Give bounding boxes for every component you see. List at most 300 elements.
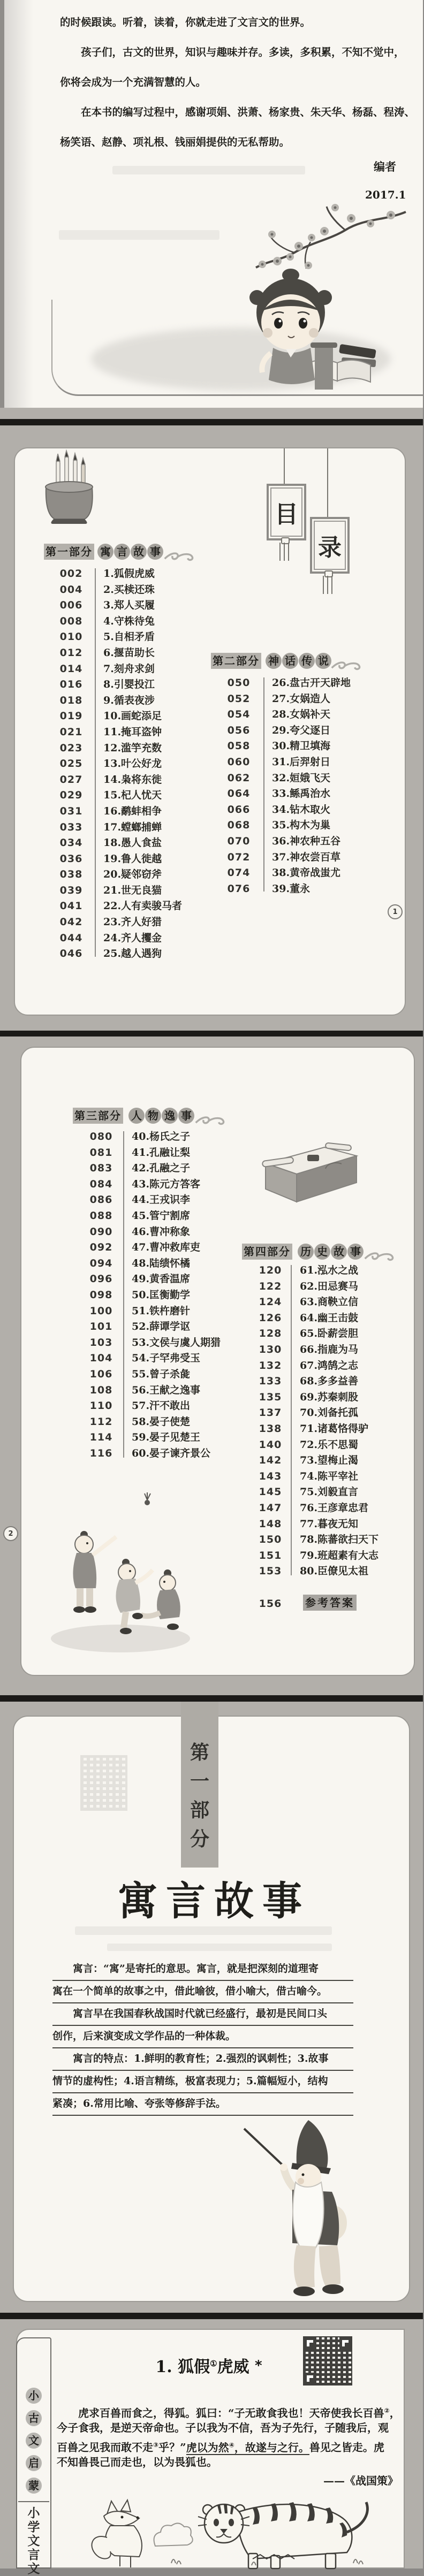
toc-entry-page: 008 bbox=[59, 615, 83, 627]
toc-entry-title: 16.鹬蚌相争 bbox=[103, 805, 162, 817]
toc-entry-page: 081 bbox=[89, 1146, 113, 1159]
toc-entry-row bbox=[74, 1367, 221, 1383]
toc-entry-title: 12.滥竽充数 bbox=[103, 742, 162, 754]
toc-entry-title: 49.黄香温席 bbox=[132, 1273, 191, 1285]
toc-entry-title: 63.商鞅立信 bbox=[300, 1296, 359, 1308]
toc-entry-page: 080 bbox=[89, 1131, 113, 1142]
toc-entry-page: 038 bbox=[59, 868, 83, 881]
toc-entry-page: 114 bbox=[89, 1431, 113, 1444]
toc-entry-row bbox=[44, 741, 182, 757]
toc-entry-row bbox=[212, 771, 351, 787]
part-intro-line: 情节的虚构性；4.语言精练，极富表现力；5.篇幅短小，结构 bbox=[52, 2071, 353, 2093]
toc-entry-row bbox=[74, 1414, 221, 1430]
toc-entry-row bbox=[44, 661, 182, 677]
toc-entry-page: 116 bbox=[89, 1447, 113, 1459]
toc-entry-row bbox=[44, 614, 182, 630]
section-name-char: 故 bbox=[131, 544, 147, 560]
toc-entry-row bbox=[244, 1326, 378, 1342]
toc-entry-title: 31.后羿射日 bbox=[272, 756, 331, 768]
bleedthrough-smudge bbox=[107, 1944, 332, 1951]
toc-entry-title: 60.晏子谏齐景公 bbox=[132, 1447, 211, 1459]
desk-illustration bbox=[261, 1143, 360, 1207]
toc-entry-title: 37.神农尝百草 bbox=[272, 851, 341, 863]
toc-entry-title: 41.孔融让梨 bbox=[132, 1146, 191, 1159]
toc-entry-row bbox=[74, 1208, 221, 1224]
footnote-marker-3: ③ bbox=[153, 2441, 159, 2449]
toc-entry-page: 153 bbox=[259, 1565, 282, 1577]
toc-entry-row bbox=[44, 582, 182, 598]
toc-entry-row bbox=[212, 723, 351, 739]
toc-entry-title: 21.世无良猫 bbox=[103, 884, 162, 896]
toc-entry-title: 25.越人遇狗 bbox=[103, 948, 162, 960]
toc-entry-title: 80.臣僚见太祖 bbox=[300, 1565, 369, 1577]
lesson-title bbox=[123, 2353, 294, 2377]
toc-entry-row bbox=[74, 1287, 221, 1304]
toc-entry-title: 30.精卫填海 bbox=[272, 740, 331, 752]
section-name-char: 物 bbox=[145, 1108, 161, 1124]
old-scholar-illustration bbox=[234, 2117, 363, 2299]
source-citation: ——《战国策》 bbox=[323, 2474, 398, 2487]
qr-code bbox=[303, 2336, 352, 2386]
tassel bbox=[284, 543, 285, 561]
children-playing-illustration bbox=[46, 1492, 190, 1655]
toc-entry-row bbox=[244, 1263, 378, 1279]
toc-entry-row bbox=[44, 693, 182, 709]
toc-entry-page: 084 bbox=[89, 1178, 113, 1190]
toc-entry-row bbox=[244, 1294, 378, 1310]
toc-entry-page: 124 bbox=[259, 1296, 282, 1308]
toc-entry-title: 75.刘毅直言 bbox=[300, 1486, 359, 1498]
footnote-marker-2: ② bbox=[384, 2407, 390, 2414]
toc-entry-title: 28.女娲补天 bbox=[272, 708, 331, 721]
toc-entry-row bbox=[74, 1335, 221, 1351]
toc-entry-title: 54.子罕弗受玉 bbox=[132, 1352, 201, 1365]
toc-entry-page: 130 bbox=[259, 1343, 282, 1355]
section-3-name bbox=[128, 1108, 194, 1124]
toc-entry-page: 128 bbox=[259, 1328, 282, 1340]
section-2-name bbox=[266, 653, 331, 669]
footnote-marker-4: ④ bbox=[229, 2441, 234, 2449]
tassel bbox=[279, 543, 281, 561]
sidebar-char-circle: 蒙 bbox=[26, 2478, 42, 2494]
section-4-name bbox=[298, 1244, 364, 1260]
toc-entry-row bbox=[244, 1279, 378, 1295]
toc-entry-title: 59.晏子见楚王 bbox=[132, 1431, 201, 1444]
toc-entry-title: 66.指鹿为马 bbox=[300, 1343, 359, 1355]
hanging-sign-string bbox=[327, 448, 328, 518]
toc-entry-row bbox=[44, 708, 182, 725]
page-separator bbox=[0, 2313, 423, 2319]
toc-entry-title: 48.陆绩怀橘 bbox=[132, 1257, 191, 1269]
toc-entry-row bbox=[212, 707, 351, 723]
section-name-char: 逸 bbox=[162, 1108, 178, 1124]
toc-entry-row bbox=[244, 1516, 378, 1533]
toc-entry-row bbox=[244, 1342, 378, 1358]
toc-entry-row bbox=[244, 1437, 378, 1453]
toc-entry-row bbox=[44, 898, 182, 914]
toc-entry-page: 060 bbox=[227, 756, 251, 768]
toc-entry-page: 100 bbox=[89, 1305, 113, 1317]
toc-entry-row bbox=[74, 1304, 221, 1320]
toc-entry-row bbox=[44, 804, 182, 820]
text-segment: 百兽之见我而敢不走 bbox=[57, 2441, 153, 2454]
section-name-char: 事 bbox=[347, 1244, 364, 1260]
toc-entry-page: 021 bbox=[59, 726, 83, 738]
toc-entry-title: 69.苏秦刺股 bbox=[300, 1391, 359, 1403]
lesson-title-part2: 虎威 bbox=[217, 2358, 249, 2376]
toc-entry-title: 6.揠苗助长 bbox=[103, 646, 155, 659]
toc-entry-page: 044 bbox=[59, 932, 83, 944]
imprint-char: 学 bbox=[27, 2520, 40, 2534]
toc-entry-row bbox=[244, 1469, 378, 1485]
toc-entry-page: 066 bbox=[227, 803, 251, 816]
toc-entry-title: 24.齐人攫金 bbox=[103, 932, 162, 944]
toc-entry-page: 112 bbox=[89, 1415, 113, 1428]
text-segment: ， bbox=[389, 2406, 400, 2420]
toc-entry-page: 036 bbox=[59, 852, 83, 865]
toc-entry-row bbox=[44, 835, 182, 851]
toc-entry-title: 40.杨氏之子 bbox=[132, 1131, 191, 1142]
toc-entry-title: 51.铁杵磨针 bbox=[132, 1305, 191, 1317]
text-segment: 虎求百兽而食之，得狐。狐曰：“子无敢食我也！天帝使我长百兽 bbox=[57, 2406, 384, 2420]
toc-entry-title: 52.薛谭学讴 bbox=[132, 1321, 191, 1333]
lesson-number: 1. bbox=[155, 2358, 172, 2376]
toc-entry-row bbox=[212, 850, 351, 866]
toc-entry-page: 042 bbox=[59, 916, 83, 928]
lesson-title-part1: 狐假 bbox=[178, 2358, 210, 2376]
toc-entry-row bbox=[212, 818, 351, 834]
toc-entry-row bbox=[212, 786, 351, 802]
toc-entry-page: 135 bbox=[259, 1391, 282, 1403]
toc-entry-row bbox=[44, 725, 182, 741]
section-name-char: 历 bbox=[298, 1244, 314, 1260]
toc-entry-row bbox=[212, 834, 351, 850]
toc-entry-title: 23.齐人好猎 bbox=[103, 916, 162, 928]
toc-entry-title: 45.管宁割席 bbox=[132, 1209, 191, 1222]
toc-section-3-entries bbox=[74, 1129, 221, 1461]
toc-entry-row bbox=[212, 802, 351, 818]
toc-entry-row bbox=[44, 931, 182, 947]
toc-entry-title: 67.鸿鹄之志 bbox=[300, 1359, 359, 1371]
part-intro-line: 寓言早在我国春秋战国时代就已经盛行，最初是民间口头 bbox=[52, 2003, 353, 2026]
section-name-char: 事 bbox=[178, 1108, 194, 1124]
tassel bbox=[323, 576, 324, 594]
brush-pot-illustration bbox=[39, 451, 100, 524]
toc-entry-row bbox=[74, 1145, 221, 1161]
toc-title-char-1: 目 bbox=[267, 484, 306, 540]
toc-entry-page: 068 bbox=[227, 819, 251, 832]
toc-entry-row bbox=[74, 1177, 221, 1193]
toc-entry-title: 64.幽王击鼓 bbox=[300, 1312, 359, 1324]
section-name-char: 史 bbox=[314, 1244, 330, 1260]
toc-entry-title: 36.神农种五谷 bbox=[272, 835, 341, 847]
toc-entry-title: 72.乐不思蜀 bbox=[300, 1438, 359, 1451]
toc-entry-title: 3.郑人买履 bbox=[103, 599, 155, 612]
toc-entry-page: 104 bbox=[89, 1352, 113, 1365]
toc-entry-title: 9.循表夜涉 bbox=[103, 694, 155, 706]
toc-entry-title: 29.夸父逐日 bbox=[272, 724, 331, 736]
text-segment: 今子食我，是逆天帝命也。子以我为不信，吾为子先行，子随我后，观 bbox=[57, 2421, 389, 2434]
tassel bbox=[327, 576, 328, 594]
toc-entry-row bbox=[44, 914, 182, 931]
toc-entry-page: 126 bbox=[259, 1312, 282, 1324]
toc-entry-row bbox=[44, 946, 182, 962]
toc-entry-title: 26.盘古开天辟地 bbox=[272, 677, 351, 689]
toc-entry-title: 4.守株待兔 bbox=[103, 615, 155, 627]
bleedthrough-qr bbox=[80, 1755, 127, 1811]
toc-entry-row bbox=[212, 754, 351, 771]
toc-entry-row bbox=[44, 629, 182, 645]
toc-entry-page: 034 bbox=[59, 837, 83, 849]
tassel bbox=[331, 576, 332, 594]
toc-entry-page: 143 bbox=[259, 1470, 282, 1482]
toc-entry-page: 056 bbox=[227, 724, 251, 736]
toc-entry-page: 010 bbox=[59, 631, 83, 643]
toc-entry-page: 025 bbox=[59, 758, 83, 770]
section-4-part-label: 第四部分 bbox=[242, 1244, 292, 1260]
toc-entry-title: 76.王彦章忠君 bbox=[300, 1502, 369, 1514]
section-1-name bbox=[97, 544, 163, 560]
tassel bbox=[288, 543, 289, 561]
toc-entry-title: 42.孔融之子 bbox=[132, 1162, 191, 1175]
part-label-char: 部 bbox=[190, 1799, 209, 1822]
text-segment: 乎？” bbox=[158, 2441, 186, 2454]
toc-entry-title: 34.钻木取火 bbox=[272, 803, 331, 816]
toc-entry-title: 19.鲁人徙越 bbox=[103, 852, 162, 865]
hanging-sign-string bbox=[284, 448, 285, 484]
page-separator bbox=[0, 1031, 423, 1037]
toc-entry-row bbox=[74, 1446, 221, 1462]
toc-entry-page: 103 bbox=[89, 1336, 113, 1348]
toc-entry-title: 2.买椟还珠 bbox=[103, 583, 155, 596]
toc-entry-row bbox=[74, 1398, 221, 1414]
part-intro-line: 创作，后来演变成文学作品的一种体裁。 bbox=[52, 2026, 353, 2048]
toc-entry-title: 57.汗不敢出 bbox=[132, 1400, 191, 1412]
toc-entry-row bbox=[44, 772, 182, 788]
cloud-swirl-ornament bbox=[195, 1113, 227, 1127]
toc-entry-page: 142 bbox=[259, 1454, 282, 1467]
toc-entry-row bbox=[74, 1129, 221, 1145]
toc-entry-row bbox=[44, 867, 182, 883]
part-label-char: 一 bbox=[190, 1770, 209, 1793]
part-intro-paragraphs bbox=[52, 1958, 353, 2116]
imprint-char: 言 bbox=[27, 2548, 40, 2562]
toc-entry-page: 006 bbox=[59, 599, 83, 612]
page-separator bbox=[0, 419, 423, 425]
toc-entry-title: 7.刻舟求剑 bbox=[103, 662, 155, 675]
toc-entry-title: 53.文侯与虞人期猎 bbox=[132, 1336, 221, 1348]
toc-entry-page: 092 bbox=[89, 1241, 113, 1254]
toc-entry-title: 70.刘备托孤 bbox=[300, 1407, 359, 1419]
toc-section-4-entries bbox=[244, 1263, 378, 1580]
preface-text-line: 杨笑语、赵静、项礼根、钱丽娟提供的无私帮助。 bbox=[60, 136, 290, 148]
toc-entry-page: 096 bbox=[89, 1273, 113, 1285]
toc-entry-row bbox=[212, 738, 351, 754]
toc-entry-page: 041 bbox=[59, 900, 83, 912]
difficulty-star: * bbox=[255, 2358, 262, 2374]
toc-entry-title: 1.狐假虎威 bbox=[103, 568, 155, 580]
imprint-char: 文 bbox=[27, 2534, 40, 2548]
section-name-char: 寓 bbox=[97, 544, 113, 560]
toc-entry-page: 150 bbox=[259, 1534, 282, 1546]
part-intro-line: 紧凑；6.常用比喻、夸张等修辞手法。 bbox=[52, 2093, 353, 2116]
preface-text-line: 的时候跟读。听着，读着，你就走进了文言文的世界。 bbox=[60, 16, 311, 28]
toc-entry-title: 56.王献之逸事 bbox=[132, 1384, 201, 1396]
toc-entry-title: 55.曾子杀彘 bbox=[132, 1368, 191, 1380]
toc-entry-page: 019 bbox=[59, 710, 83, 722]
toc-entry-page: 052 bbox=[227, 692, 251, 705]
text-segment: 不知兽畏己而走也，以为畏狐也。 bbox=[57, 2456, 217, 2468]
toc-entry-row bbox=[244, 1310, 378, 1327]
toc-entry-title: 13.叶公好龙 bbox=[103, 758, 162, 770]
toc-entry-page: 050 bbox=[227, 677, 251, 689]
toc-entry-title: 8.引婴投江 bbox=[103, 679, 155, 691]
tiger-and-fox-illustration bbox=[75, 2495, 375, 2569]
toc-entry-page: 108 bbox=[89, 1384, 113, 1396]
preface-text-line: 在本书的编写过程中，感谢项娟、洪萧、杨家贵、朱天华、杨磊、程涛、 bbox=[60, 106, 415, 118]
toc-entry-title: 71.诸葛恪得驴 bbox=[300, 1422, 369, 1435]
sidebar-divider bbox=[18, 2501, 49, 2502]
part-intro-line: 寓言的特点：1.鲜明的教育性；2.强烈的讽刺性；3.故事 bbox=[52, 2048, 353, 2071]
section-name-char: 话 bbox=[282, 653, 298, 669]
part-intro-line: 寓言：“寓”是寄托的意思。寓言，就是把深刻的道理寄 bbox=[52, 1958, 353, 1981]
toc-entry-row bbox=[212, 675, 351, 691]
toc-entry-title: 46.曹冲称象 bbox=[132, 1225, 191, 1238]
toc-entry-page: 046 bbox=[59, 948, 83, 960]
toc-entry-row bbox=[74, 1161, 221, 1177]
toc-entry-row bbox=[44, 645, 182, 661]
toc-entry-row bbox=[74, 1271, 221, 1287]
toc-entry-title: 15.杞人忧天 bbox=[103, 789, 162, 802]
toc-entry-row bbox=[74, 1192, 221, 1208]
toc-entry-row bbox=[44, 820, 182, 836]
toc-entry-title: 62.田忌赛马 bbox=[300, 1280, 359, 1292]
toc-entry-page: 012 bbox=[59, 646, 83, 659]
page-frame-border bbox=[51, 300, 424, 396]
toc-entry-row bbox=[74, 1430, 221, 1446]
part-vertical-label bbox=[181, 1738, 218, 1854]
toc-entry-row bbox=[244, 1421, 378, 1437]
toc-entry-page: 147 bbox=[259, 1502, 282, 1514]
page-separator bbox=[0, 1695, 423, 1702]
toc-entry-title: 58.晏子使楚 bbox=[132, 1415, 191, 1428]
toc-entry-page: 058 bbox=[227, 740, 251, 752]
toc-entry-title: 35.构木为巢 bbox=[272, 819, 331, 832]
toc-entry-page: 074 bbox=[227, 867, 251, 879]
section-1-part-label: 第一部分 bbox=[44, 544, 94, 560]
toc-entry-title: 61.泓水之战 bbox=[300, 1264, 359, 1276]
section-name-char: 说 bbox=[315, 653, 331, 669]
toc-entry-title: 33.鲧禹治水 bbox=[272, 788, 331, 800]
toc-entry-title: 50.匡衡勤学 bbox=[132, 1289, 191, 1301]
toc-entry-page: 039 bbox=[59, 884, 83, 896]
preface-text bbox=[60, 7, 413, 157]
section-2-part-label: 第二部分 bbox=[211, 653, 261, 669]
lesson-text-line-1 bbox=[57, 2403, 404, 2421]
cloud-swirl-ornament bbox=[164, 549, 196, 563]
lesson-text-line-3 bbox=[57, 2437, 404, 2456]
section-name-char: 传 bbox=[299, 653, 315, 669]
toc-entry-page: 004 bbox=[59, 583, 83, 596]
toc-entry-row bbox=[44, 566, 182, 582]
toc-entry-page: 138 bbox=[259, 1422, 282, 1435]
toc-entry-row bbox=[44, 788, 182, 804]
toc-entry-row bbox=[244, 1374, 378, 1390]
page-number-marker-2: 2 bbox=[3, 1526, 18, 1541]
section-name-char: 言 bbox=[114, 544, 130, 560]
toc-entry-page: 101 bbox=[89, 1321, 113, 1333]
toc-entry-row bbox=[44, 677, 182, 693]
toc-entry-title: 14.枭将东徙 bbox=[103, 773, 162, 786]
toc-entry-page: 140 bbox=[259, 1438, 282, 1451]
toc-entry-page: 137 bbox=[259, 1407, 282, 1419]
toc-entry-row bbox=[244, 1453, 378, 1469]
toc-entry-title: 39.董永 bbox=[272, 882, 311, 895]
sidebar-char-circle: 文 bbox=[26, 2433, 42, 2449]
toc-entry-page: 054 bbox=[227, 708, 251, 721]
toc-entry-page: 014 bbox=[59, 662, 83, 675]
cloud-swirl-ornament bbox=[364, 1249, 396, 1263]
toc-entry-page: 029 bbox=[59, 789, 83, 802]
section-name-char: 神 bbox=[266, 653, 282, 669]
toc-entry-title: 73.望梅止渴 bbox=[300, 1454, 359, 1467]
toc-entry-page: 090 bbox=[89, 1225, 113, 1238]
underlined-phrase bbox=[186, 2441, 309, 2455]
toc-entry-page: 076 bbox=[227, 882, 251, 895]
toc-entry-title: 43.陈元方答客 bbox=[132, 1178, 201, 1190]
toc-entry-row bbox=[212, 881, 351, 897]
toc-entry-row bbox=[74, 1224, 221, 1240]
sidebar-char-circle: 启 bbox=[26, 2455, 42, 2471]
toc-entry-title: 11.掩耳盗钟 bbox=[103, 726, 162, 738]
section-name-char: 故 bbox=[331, 1244, 347, 1260]
footnote-marker-1: ① bbox=[210, 2359, 217, 2368]
toc-entry-page: 033 bbox=[59, 821, 83, 833]
toc-entry-title: 74.陈平宰社 bbox=[300, 1470, 359, 1482]
text-segment: 虎以为然 bbox=[186, 2441, 229, 2454]
toc-entry-title: 44.王戎识李 bbox=[132, 1194, 191, 1206]
bleedthrough-smudge bbox=[75, 1926, 332, 1935]
toc-entry-row bbox=[244, 1548, 378, 1564]
toc-entry-row bbox=[244, 1564, 378, 1580]
part-intro-line: 寓在一个简单的故事之中，借此喻彼，借小喻大，借古喻今。 bbox=[52, 1981, 353, 2003]
imprint-char: 文 bbox=[27, 2562, 40, 2576]
toc-entry-title: 78.陈蕃欲扫天下 bbox=[300, 1534, 379, 1546]
toc-entry-page: 145 bbox=[259, 1486, 282, 1498]
toc-entry-page: 110 bbox=[89, 1400, 113, 1412]
toc-entry-page: 083 bbox=[89, 1162, 113, 1175]
toc-entry-title: 17.螳螂捕蝉 bbox=[103, 821, 162, 833]
section-name-char: 事 bbox=[147, 544, 163, 560]
sidebar-char-circle: 古 bbox=[26, 2410, 42, 2426]
toc-entry-page: 023 bbox=[59, 742, 83, 754]
toc-entry-row bbox=[212, 865, 351, 881]
toc-entry-title: 79.班超素有大志 bbox=[300, 1549, 379, 1561]
toc-entry-row bbox=[244, 1532, 378, 1548]
preface-text-line: 孩子们，古文的世界，知识与趣味并存。多读，多积累，不知不觉中， bbox=[60, 46, 405, 58]
part-label-char: 分 bbox=[190, 1828, 209, 1850]
toc-entry-page: 132 bbox=[259, 1359, 282, 1371]
scan-edge-gradient bbox=[4, 0, 33, 408]
toc-entry-row bbox=[212, 691, 351, 707]
bleedthrough-smudge bbox=[59, 230, 219, 240]
toc-entry-page: 088 bbox=[89, 1209, 113, 1222]
toc-entry-page: 133 bbox=[259, 1375, 282, 1388]
toc-entry-page: 070 bbox=[227, 835, 251, 847]
toc-entry-page: 062 bbox=[227, 772, 251, 784]
qr-finder bbox=[304, 2373, 316, 2384]
sidebar-imprint-label bbox=[23, 2506, 44, 2576]
